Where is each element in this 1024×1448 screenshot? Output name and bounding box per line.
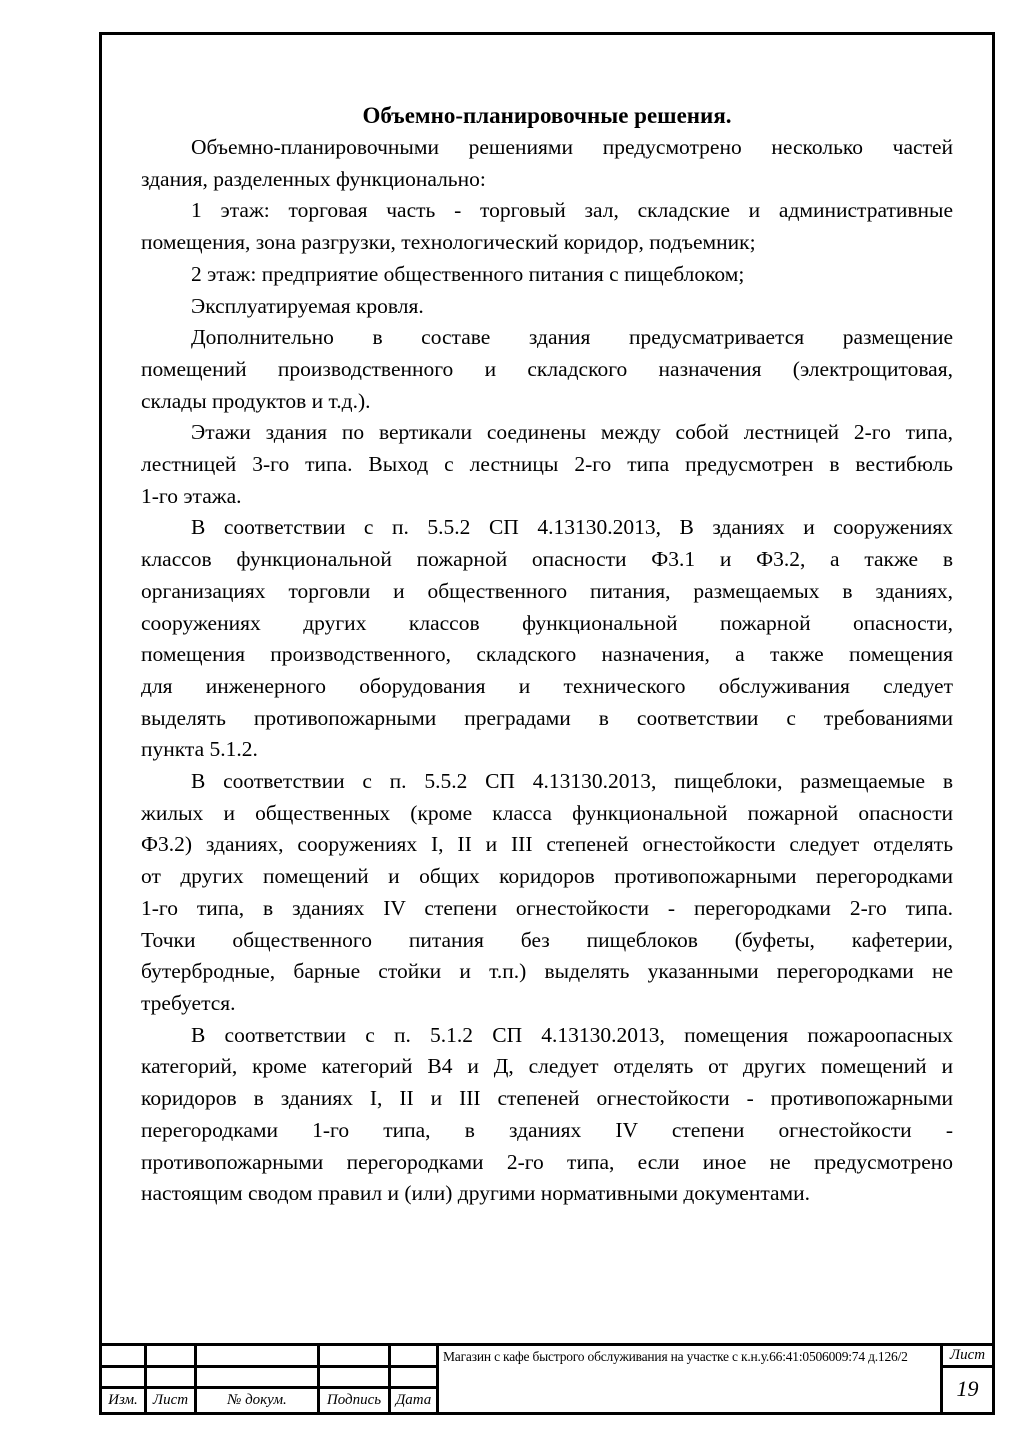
column-label-list: Лист <box>147 1389 194 1412</box>
revision-cell <box>197 1346 317 1365</box>
text-line: требуется. <box>141 990 236 1015</box>
text-line: В соответствии с п. 5.5.2 СП 4.13130.2013, пищеблоки, размещаемые в <box>191 769 953 794</box>
revision-cell <box>147 1368 194 1386</box>
text-line: бутербродные, барные стойки и т.п.) выделять указанными перегородками не <box>141 959 953 984</box>
title-block <box>102 1343 992 1412</box>
text-line: перегородками 1-го типа, в зданиях IV степени огнестойкости - <box>141 1117 953 1142</box>
column-label-ndokum: № докум. <box>197 1389 317 1412</box>
revision-cell <box>320 1346 388 1365</box>
text-line: В соответствии с п. 5.1.2 СП 4.13130.2013, помещения пожароопасных <box>191 1022 953 1047</box>
text-line: Эксплуатируемая кровля. <box>191 293 424 318</box>
text-line: коридоров в зданиях I, II и III степеней огнестойкости - противопожарными <box>141 1086 953 1111</box>
revision-cell <box>102 1346 144 1365</box>
text-line: сооружениях других классов функциональной пожарной опасности, <box>141 610 953 635</box>
text-line: категорий, кроме категорий В4 и Д, следует отделять от других помещений и <box>141 1054 953 1079</box>
text-line: выделять противопожарными преградами в соответствии с требованиями <box>141 705 953 730</box>
text-line: помещений производственного и складского назначения (электрощитовая, <box>141 356 953 381</box>
project-title: Магазин с кафе быстрого обслуживания на участке с к.н.у.66:41:0506009:74 д.126/2 <box>443 1349 908 1364</box>
text-line: лестницей 3-го типа. Выход с лестницы 2-го типа предусмотрен в вестибюль <box>141 452 953 477</box>
text-line: В соответствии с п. 5.5.2 СП 4.13130.2013, В зданиях и сооружениях <box>191 515 953 540</box>
revision-cell <box>320 1368 388 1386</box>
page-title: Объемно-планировочные решения. <box>362 103 732 128</box>
text-line: классов функциональной пожарной опасности Ф3.1 и Ф3.2, а также в <box>141 547 953 572</box>
project-title-cell <box>436 1346 943 1412</box>
paragraph <box>141 512 953 766</box>
document-body <box>141 132 953 1210</box>
paragraph <box>141 417 953 512</box>
text-line: склады продуктов и т.д.). <box>141 388 371 413</box>
document-content <box>141 99 953 1210</box>
sheet-cell <box>943 1346 992 1412</box>
text-line: жилых и общественных (кроме класса функциональной пожарной опасности <box>141 800 953 825</box>
page-frame <box>99 32 995 1415</box>
column-label-izm: Изм. <box>102 1389 144 1412</box>
text-line: организациях торговли и общественного питания, размещаемых в зданиях, <box>141 578 953 603</box>
paragraph <box>141 259 953 291</box>
revision-cell <box>102 1368 144 1386</box>
text-line: 1-го типа, в зданиях IV степени огнестойкости - перегородками 2-го типа. <box>141 895 953 920</box>
paragraph <box>141 195 953 258</box>
revision-cell <box>147 1346 194 1365</box>
column-label-data: Дата <box>391 1389 436 1412</box>
sheet-number: 19 <box>956 1376 979 1401</box>
column-label-podpis: Подпись <box>320 1389 388 1412</box>
text-line: Этажи здания по вертикали соединены между собой лестницей 2-го типа, <box>191 420 953 445</box>
revision-cell <box>197 1368 317 1386</box>
text-line: Ф3.2) зданиях, сооружениях I, II и III степеней огнестойкости следует отделять <box>141 832 953 857</box>
text-line: настоящим сводом правил и (или) другими нормативными документами. <box>141 1181 811 1206</box>
text-line: от других помещений и общих коридоров противопожарными перегородками <box>141 864 953 889</box>
text-line: пункта 5.1.2. <box>141 737 258 762</box>
text-line: Точки общественного питания без пищеблоков (буфеты, кафетерии, <box>141 927 953 952</box>
text-line: противопожарными перегородками 2-го типа, если иное не предусмотрено <box>141 1149 953 1174</box>
text-line: помещения производственного, складского назначения, а также помещения <box>141 642 953 667</box>
text-line: помещения, зона разгрузки, технологический коридор, подъемник; <box>141 230 756 255</box>
paragraph <box>141 766 953 1020</box>
revision-table <box>102 1346 436 1412</box>
text-line: Дополнительно в составе здания предусматривается размещение <box>191 325 953 350</box>
text-line: 1-го этажа. <box>141 483 242 508</box>
paragraph <box>141 1020 953 1210</box>
text-line: здания, разделенных функционально: <box>141 166 486 191</box>
text-line: 1 этаж: торговая часть - торговый зал, складские и административные <box>191 198 953 223</box>
text-line: для инженерного оборудования и технического обслуживания следует <box>141 673 953 698</box>
text-line: Объемно-планировочными решениями предусмотрено несколько частей <box>191 135 953 159</box>
revision-cell <box>391 1368 436 1386</box>
sheet-label: Лист <box>943 1346 992 1368</box>
text-line: 2 этаж: предприятие общественного питания с пищеблоком; <box>191 261 745 286</box>
paragraph <box>141 291 953 323</box>
paragraph <box>141 132 953 195</box>
revision-cell <box>391 1346 436 1365</box>
paragraph <box>141 322 953 417</box>
